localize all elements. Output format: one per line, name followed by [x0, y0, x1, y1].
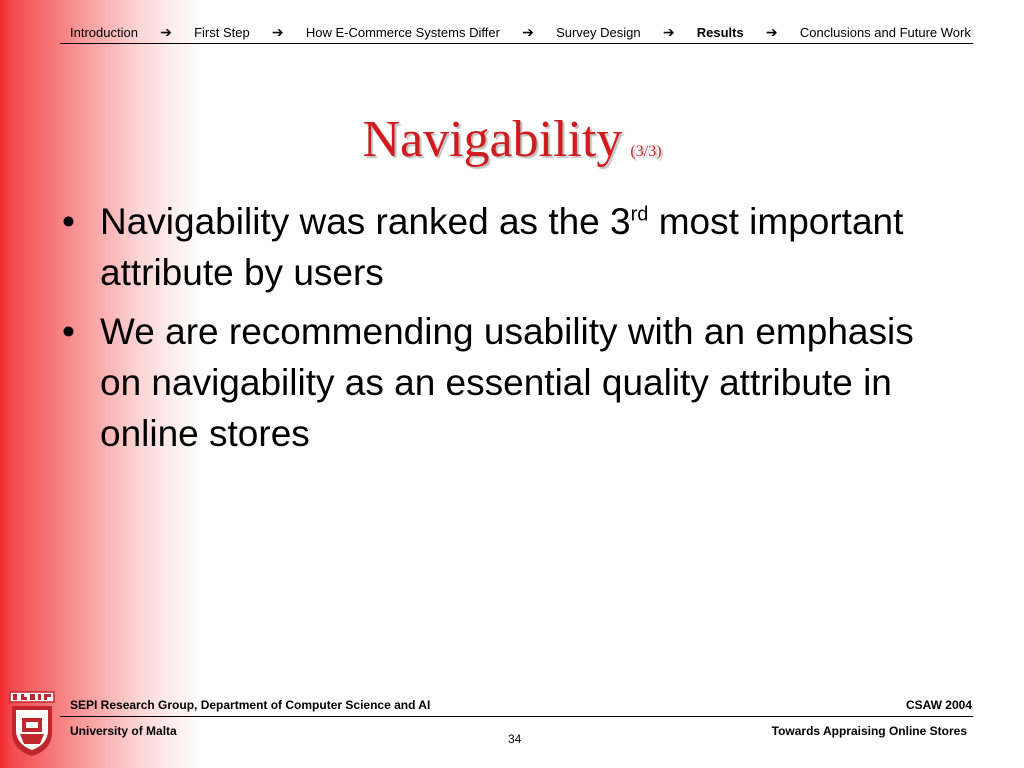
nav-item-introduction[interactable]: Introduction — [70, 24, 138, 40]
arrow-right-icon: ➔ — [522, 23, 534, 40]
nav-divider — [60, 43, 973, 44]
footer-divider — [60, 716, 973, 717]
arrow-right-icon: ➔ — [765, 23, 778, 40]
footer-talk-title: Towards Appraising Online Stores — [771, 724, 967, 738]
arrow-right-icon: ➔ — [271, 23, 284, 40]
footer-group-name: SEPI Research Group, Department of Computer Science and AI — [70, 698, 431, 712]
arrow-right-icon: ➔ — [662, 23, 675, 40]
slide-title — [0, 110, 1024, 169]
footer-conference: CSAW 2004 — [905, 698, 972, 712]
university-crest-logo — [8, 690, 56, 760]
bullet-item — [62, 196, 942, 298]
bullet-dot-icon: • — [62, 311, 75, 352]
bullet-text-part: Navigability was ranked as the 3 — [100, 201, 631, 242]
bullet-dot-icon: • — [62, 201, 75, 242]
nav-item-first-step[interactable]: First Step — [194, 24, 250, 40]
footer-university: University of Malta — [70, 724, 177, 738]
slide-title-suffix: (3/3) — [630, 143, 662, 160]
page-number: 34 — [508, 732, 522, 746]
nav-item-survey-design[interactable]: Survey Design — [556, 24, 641, 40]
bullet-superscript: rd — [630, 203, 649, 226]
nav-item-results-active[interactable]: Results — [696, 24, 744, 40]
nav-item-how-ecommerce-differ[interactable]: How E-Commerce Systems Differ — [305, 24, 500, 40]
bullet-text-part: most important attribute by users — [100, 201, 904, 293]
slide-title-text: Navigability — [362, 111, 623, 168]
bullet-item — [62, 306, 942, 459]
bullet-text: We are recommending usability with an emphasis on navigability as an essential quality attribute in online stores — [100, 311, 914, 454]
bullet-list — [62, 196, 942, 467]
nav-item-conclusions[interactable]: Conclusions and Future Work — [799, 24, 971, 40]
section-navigation-bar — [60, 22, 973, 42]
arrow-right-icon: ➔ — [160, 23, 172, 40]
